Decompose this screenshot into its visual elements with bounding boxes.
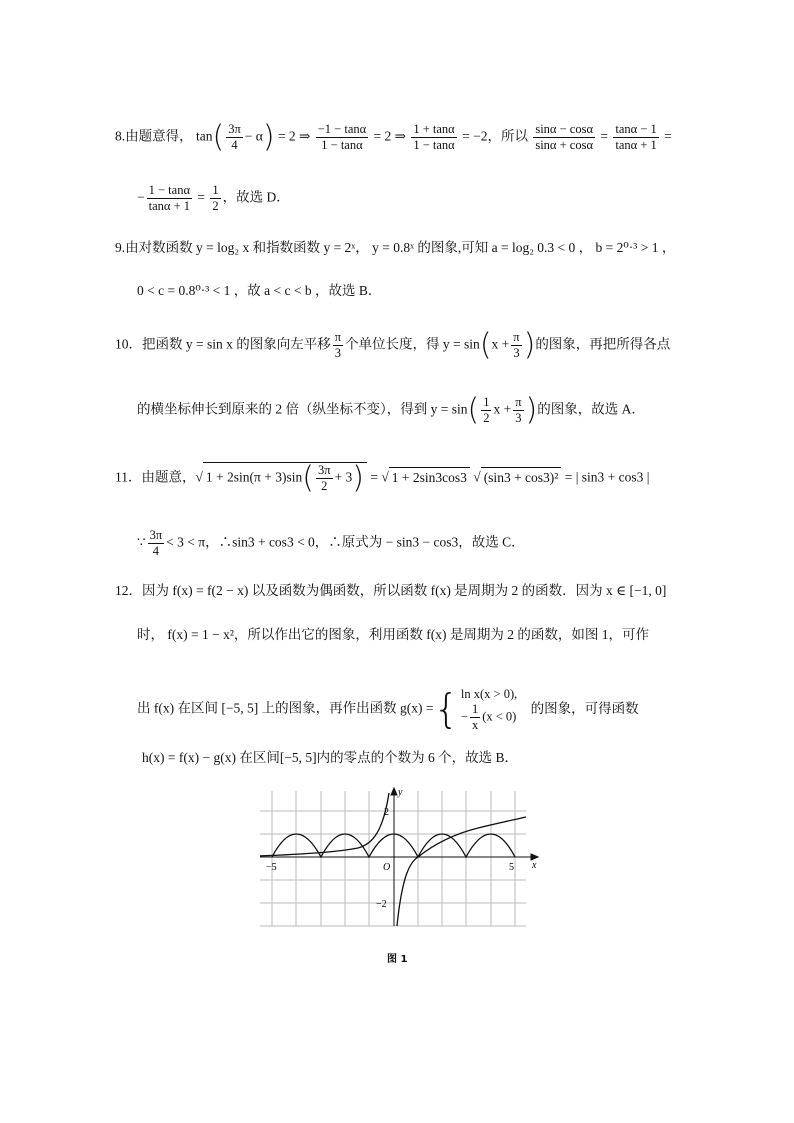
grid (260, 791, 526, 926)
q12-line3 (137, 686, 639, 733)
g-reciprocal-curve (260, 793, 389, 856)
q8-eq5: = (664, 128, 672, 144)
q10-l2-a: $\frac{1}{2}$ (483, 395, 490, 425)
q8-line2 (137, 183, 290, 214)
piecewise-cases: ln x(x > 0), − $\frac{1}{x}$ (x < 0) (460, 687, 518, 732)
q10-shift-frac: $\frac{\pi}{3}$ (334, 330, 342, 360)
q10-l2-prefix: 的横坐标伸长到原来的 2 倍（纵坐标不变），得到 y = sin (137, 401, 468, 417)
q8-line1 (115, 119, 672, 155)
q12-line1: 12．因为 f(x) = f(2 − x) 以及函数为偶函数，所以函数 f(x) 是周期为 2 的函数．因为 x ∈ [−1, 0] (115, 583, 667, 598)
y-neg-tick-label: −2 (376, 899, 387, 910)
q11-prefix: 11．由题意， (115, 469, 196, 485)
q10-prefix: 10．把函数 y = sin x 的图象向左平移 (115, 336, 331, 352)
q12-line4: h(x) = f(x) − g(x) 在区间[−5, 5]内的零点的个数为 6 个，故选 B． (142, 750, 519, 765)
q8-tan: tan (196, 128, 213, 144)
q9-line2: 0 < c = 0.8⁰·³ < 1 ，故 a < c < b ，故选 B． (137, 283, 382, 298)
q10-arg: x + (491, 336, 510, 352)
q8-arg-rest: − α (244, 128, 263, 144)
q10-arg-frac: $\frac{\pi}{3}$ (513, 330, 520, 360)
q8-eq1: = 2 ⇒ (277, 128, 311, 144)
q10-line2: 的横坐标伸长到原来的 2 倍（纵坐标不变），得到 y = sin( $\frac{1}{2}$ x + $\frac{\pi}{3}$ )的图象，故选 A． (137, 392, 645, 428)
q8-frac4: $\frac{\tan\alpha - 1}{\tan\alpha + 1}$ (615, 122, 657, 152)
y-pos-tick-label: 2 (384, 807, 389, 818)
x-neg-tick-label: −5 (266, 862, 277, 873)
q8-paren-open: ( (212, 119, 225, 155)
q12-line2: 时， f(x) = 1 − x²，所以作出它的图象，利用函数 f(x) 是周期为 2 的函数，如图 1，可作 (137, 627, 649, 642)
q8-l2-tail: ，故选 D． (222, 189, 290, 205)
q11-tail: = | sin3 + cos3 | (564, 469, 650, 485)
q10-l2-tail: 的图象，故选 A． (537, 401, 645, 417)
q12-l3-tail: 的图象，可得函数 (530, 700, 639, 716)
q11-eq1: = (370, 469, 378, 485)
q11-root2: 1 + 2sin3cos3 (389, 467, 470, 488)
q10-mid: 个单位长度，得 y = sin (345, 336, 480, 352)
q10-line1: 10．把函数 y = sin x 的图象向左平移 $\frac{\pi}{3}$ 个单位长度，得 y = sin(x + $\frac{\pi}{3}$ )的图象，再把所得各点 (115, 327, 671, 363)
q10-l2-b: $\frac{\pi}{3}$ (515, 395, 522, 425)
q10-tail: 的图象，再把所得各点 (535, 336, 671, 352)
q8-l2-frac: $\frac{1 - \tan\alpha}{\tan\alpha + 1}$ (148, 183, 190, 213)
q8-l2-minus: − (137, 189, 145, 205)
q8-frac2: $\frac{1 + \tan\alpha}{1 - \tan\alpha}$ (413, 122, 455, 152)
q11-l2-frac: $\frac{3\pi}{4}$ (149, 528, 163, 558)
q11-line1: 11．由题意，√ 1 + 2sin(π + 3)sin( $\frac{3\pi}{2}$ + 3) = √ 1 + 2sin3cos3 √ (sin3 + cos3)² = | sin3 + cos3 | (115, 460, 650, 496)
q8-eq4: = (600, 128, 608, 144)
q11-because: ∵ (137, 534, 146, 550)
q12-l3-prefix: 出 f(x) 在区间 [−5, 5] 上的图象，再作出函数 g(x) = (137, 700, 434, 716)
q9-line1: 9.由对数函数 y = log₂ x 和指数函数 y = 2ˣ， y = 0.8ˣ 的图象,可知 a = log₂ 0.3 < 0 ， b = 2⁰·³ > 1 ， (115, 240, 676, 255)
q11-root1: 1 + 2sin(π + 3)sin( $\frac{3\pi}{2}$ + 3) (203, 462, 367, 494)
q8-frac1: $\frac{-1 - \tan\alpha}{1 - \tan\alpha}$ (317, 122, 367, 152)
x-pos-tick-label: 5 (509, 862, 514, 873)
q8-prefix: 8.由题意得， (115, 128, 193, 144)
figure-1 (258, 786, 548, 936)
figure-caption: 图 1 (387, 954, 408, 965)
origin-label: O (383, 862, 391, 873)
y-axis-label: y (398, 787, 403, 798)
q10-l2-mid: x + (493, 401, 512, 417)
q8-l2-eq: = (197, 189, 205, 205)
q11-line2 (137, 528, 525, 559)
q8-eq2: = 2 ⇒ (373, 128, 406, 144)
piecewise-brace: { (433, 686, 459, 733)
x-axis-label: x (532, 860, 537, 871)
g-log-curve (397, 817, 526, 926)
q8-l2-half: $\frac{1}{2}$ (212, 183, 219, 213)
q8-eq3: = −2，所以 (462, 128, 528, 144)
q11-root3: (sin3 + cos3)² (481, 467, 562, 488)
q8-frac3: $\frac{\sin\alpha - \cos\alpha}{\sin\alpha + \cos\alpha}$ (535, 122, 593, 152)
q11-l2-tail: < 3 < π，∴sin3 + cos3 < 0，∴原式为 − sin3 − cos3，故选 C． (166, 534, 525, 550)
q8-paren-close: ) (262, 119, 275, 155)
q8-arg-frac: $\frac{3\pi}{4}$ (228, 122, 241, 152)
